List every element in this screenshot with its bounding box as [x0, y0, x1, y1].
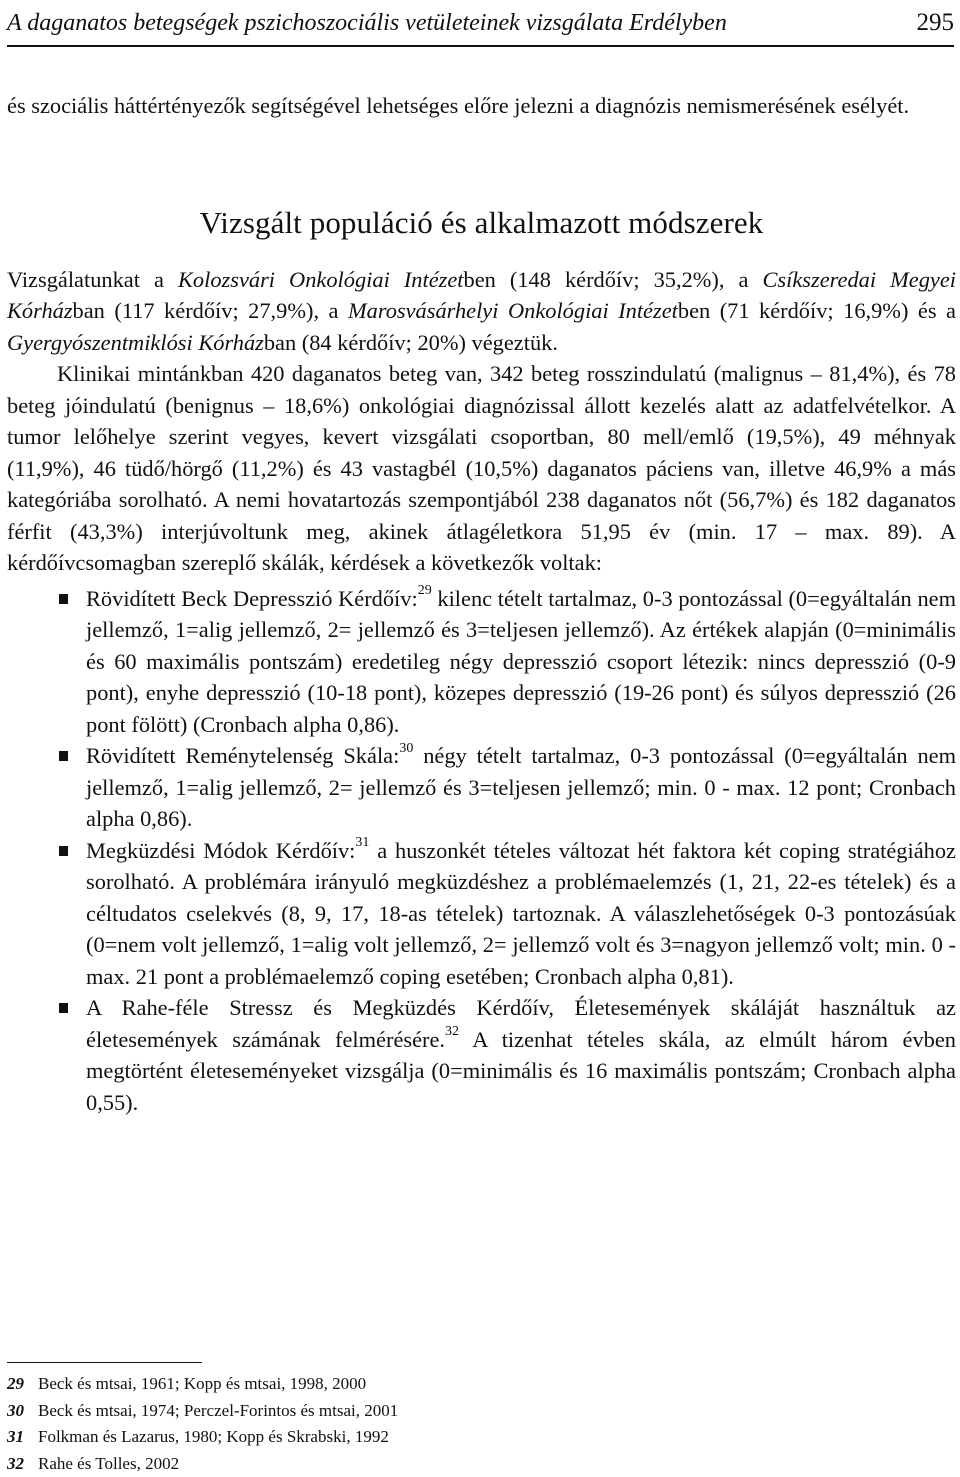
footnote-number: 30	[7, 1400, 24, 1420]
instrument-list	[7, 583, 956, 1119]
footnote	[7, 1371, 707, 1398]
list-item-body: A tizenhat tételes skála, az elmúlt három évben megtörtént életeseményeket vizsgálja (0=minimális és 16 maximális pontszám; Cronbach alpha 0,55).	[86, 1026, 956, 1115]
footnote-ref: 30	[399, 740, 414, 756]
header-rule	[7, 45, 954, 47]
footnote-ref: 29	[417, 583, 432, 599]
para1-text-4: ben (71 kérdőív; 16,9%) és a	[677, 298, 956, 323]
list-item	[7, 740, 956, 835]
hospital-gyergyoszentmiklos: Gyergyószentmiklósi Kórház	[7, 329, 264, 355]
para1-text-1: Vizsgálatunkat a	[7, 266, 178, 292]
footnote-ref: 32	[445, 1024, 460, 1040]
para1-text-3: ban (117 kérdőív; 27,9%), a	[72, 298, 348, 323]
list-item-text	[86, 835, 956, 993]
footnote-text: Beck és mtsai, 1961; Kopp és mtsai, 1998, 2000	[38, 1374, 367, 1393]
section-title: Vizsgált populáció és alkalmazott módszerek	[199, 204, 764, 240]
footnote-number: 32	[7, 1453, 24, 1473]
running-title: A daganatos betegségek pszichoszociális vetületeinek vizsgálata Erdélyben	[7, 10, 727, 36]
square-bullet-icon	[59, 846, 68, 856]
footnote-number: 31	[7, 1427, 24, 1446]
footnote-text: Beck és mtsai, 1974; Perczel-Forintos és mtsai, 2001	[38, 1400, 399, 1420]
list-item-text	[86, 740, 956, 835]
list-item-body: négy tételt tartalmaz, 0-3 pontozással (0=egyáltalán nem jellemző, 1=alig jellemző, 2= jellemző és 3=teljesen jellemző; min. 0 - max. 12 pont; Cronbach alpha 0,86).	[86, 743, 956, 831]
list-item-body: kilenc tételt tartalmaz, 0-3 pontozással (0=egyáltalán nem jellemző, 1=alig jellemző, 2= jellemző és 3=teljesen jellemző). Az értékek alapján (0=minimális és 60 maximális pontszám) eredetileg négy depresszió csoport létezik: nincs depresszió (0-9 pont), enyhe depresszió (10-18 pont), közepes depresszió (19-26 pont) és súlyos depresszió (26 pont fölött) (Cronbach alpha 0,86).	[86, 585, 956, 737]
square-bullet-icon	[59, 1003, 68, 1013]
list-item-lead: Rövidített Reménytelenség Skála:	[86, 743, 400, 768]
list-item	[7, 583, 956, 741]
list-item-text	[86, 992, 956, 1118]
main-content	[7, 90, 956, 1118]
population-paragraph	[7, 264, 956, 359]
hospital-csikszereda: Csíkszeredai Megyei Kórház	[7, 266, 957, 323]
footnotes	[7, 1371, 707, 1477]
institute-kolozsvar: Kolozsvári Onkológiai Intézet	[177, 266, 464, 292]
intro-paragraph: és szociális háttértényezők segítségével lehetséges előre jelezni a diagnózis nemismerésének esélyét.	[7, 93, 910, 118]
sample-paragraph: Klinikai mintánkban 420 daganatos beteg van, 342 beteg rosszindulatú (malignus – 81,4%), és 78 beteg jóindulatú (benignus – 18,6%) onkológiai diagnózissal állott kezelés alatt az adatfelvételkor. A tumor lelőhelye szerint vegyes, kevert vizsgálati csoportban, 80 mell/emlő (19,5%), 49 méhnyak (11,9%), 46 tüdő/hörgő (11,2%) és 43 vastagbél (10,5%) daganatos páciens van, illetve 46,9% a más kategóriába sorolható. A nemi hovatartozás szempontjából 238 daganatos nőt (56,7%) és 182 daganatos férfit (43,3%) interjúvoltunk meg, akinek átlagéletkora 51,95 év (min. 17 – max. 89). A kérdőívcsomagban szereplő skálák, kérdések a következők voltak:	[7, 361, 956, 575]
footnote-text: Folkman és Lazarus, 1980; Kopp és Skrabski, 1992	[38, 1427, 389, 1446]
para1-text-2: ben (148 kérdőív; 35,2%), a	[463, 266, 763, 292]
list-item-lead: Rövidített Beck Depresszió Kérdőív:	[86, 585, 418, 611]
list-item	[7, 992, 956, 1118]
square-bullet-icon	[59, 594, 68, 604]
list-item	[7, 835, 956, 993]
footnote-text: Rahe és Tolles, 2002	[38, 1453, 180, 1473]
list-item-lead: A Rahe-féle Stressz és Megküzdés Kérdőív, Életesemények skáláját használtuk az életesemények számának felmérésére.	[86, 995, 956, 1052]
square-bullet-icon	[59, 751, 68, 761]
footnote	[7, 1424, 707, 1451]
footnote	[7, 1451, 707, 1477]
footnote	[7, 1398, 707, 1425]
footnote-ref: 31	[355, 835, 370, 851]
list-item-body: a huszonkét tételes változat hét faktora két coping stratégiához sorolható. A problémára irányuló megküzdéshez a problémaelemzés (1, 21, 22-es tételek) és a céltudatos cselekvés (8, 9, 17, 18-as tételek) tartoznak. A válaszlehetőségek 0-3 pontozásúak (0=nem volt jellemző, 1=alig volt jellemző, 2= jellemző volt és 3=nagyon jellemző volt; min. 0 - max. 21 pont a problémaelemző coping esetében; Cronbach alpha 0,81).	[86, 837, 956, 989]
footnote-rule	[7, 1362, 202, 1363]
page-number: 295	[916, 9, 954, 36]
running-header	[7, 0, 954, 37]
list-item-text	[86, 583, 956, 741]
footnote-number: 29	[7, 1374, 24, 1393]
institute-marosvasarhely: Marosvásárhelyi Onkológiai Intézet	[347, 298, 678, 323]
list-item-lead: Megküzdési Módok Kérdőív:	[86, 837, 356, 863]
para1-text-5: ban (84 kérdőív; 20%) végeztük.	[263, 329, 558, 355]
